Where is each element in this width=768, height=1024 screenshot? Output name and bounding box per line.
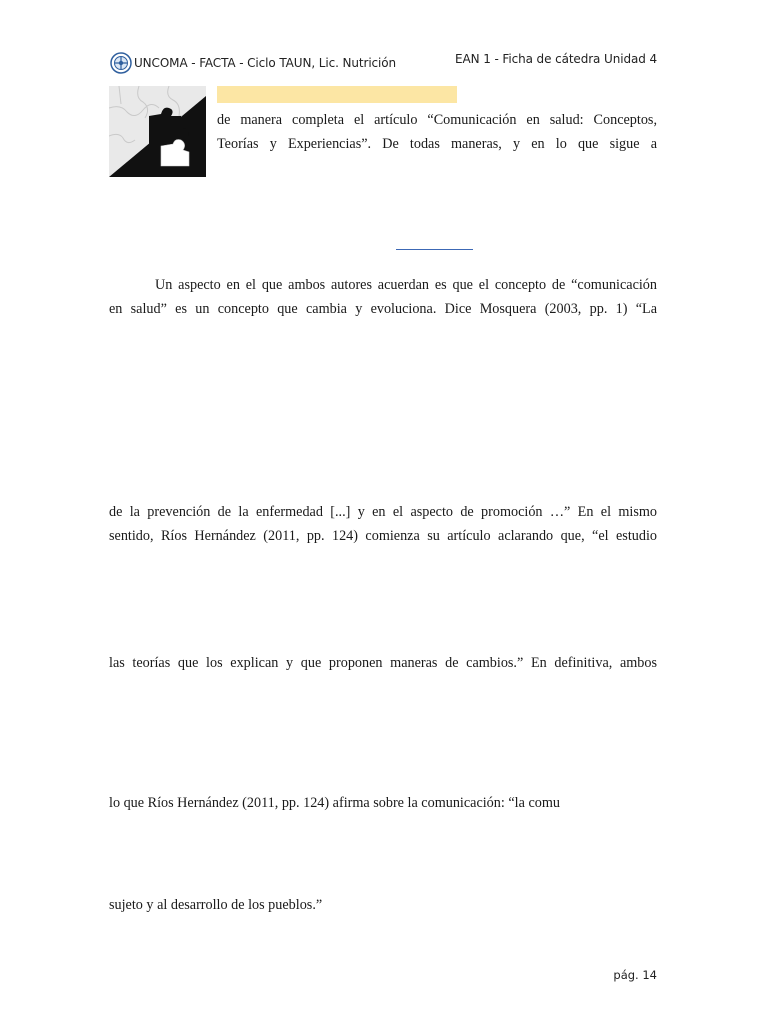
university-seal-icon [110, 52, 132, 74]
paragraph-line: sentido, Ríos Hernández (2011, pp. 124) comienza su artículo aclarando que, “el estudio [109, 528, 657, 544]
page-header-left [110, 52, 396, 74]
paragraph-line: lo que Ríos Hernández (2011, pp. 124) afirma sobre la comunicación: “la comu [109, 795, 560, 811]
header-course-title: EAN 1 - Ficha de cátedra Unidad 4 [455, 52, 657, 66]
paragraph-text: Un aspecto en el que ambos autores acuerdan es que el concepto de “comunicación [155, 277, 657, 293]
highlighted-text-block [217, 86, 457, 103]
hyperlink-underline[interactable] [396, 249, 473, 250]
paragraph-line: Teorías y Experiencias”. De todas maneras, y en lo que sigue a [217, 136, 657, 152]
puzzle-pieces-icon [109, 86, 206, 177]
paragraph-line: en salud” es un concepto que cambia y evoluciona. Dice Mosquera (2003, pp. 1) “La [109, 301, 657, 317]
paragraph-line: de la prevención de la enfermedad [...] y en el aspecto de promoción …” En el mismo [109, 504, 657, 520]
paragraph-line [109, 273, 657, 297]
page-number: pág. 14 [613, 968, 657, 982]
header-institution: UNCOMA - FACTA - Ciclo TAUN, Lic. Nutrición [134, 56, 397, 70]
paragraph-line: sujeto y al desarrollo de los pueblos.” [109, 897, 323, 913]
paragraph-line: de manera completa el artículo “Comunicación en salud: Conceptos, [217, 112, 657, 128]
paragraph-line: las teorías que los explican y que proponen maneras de cambios.” En definitiva, ambos [109, 655, 657, 671]
